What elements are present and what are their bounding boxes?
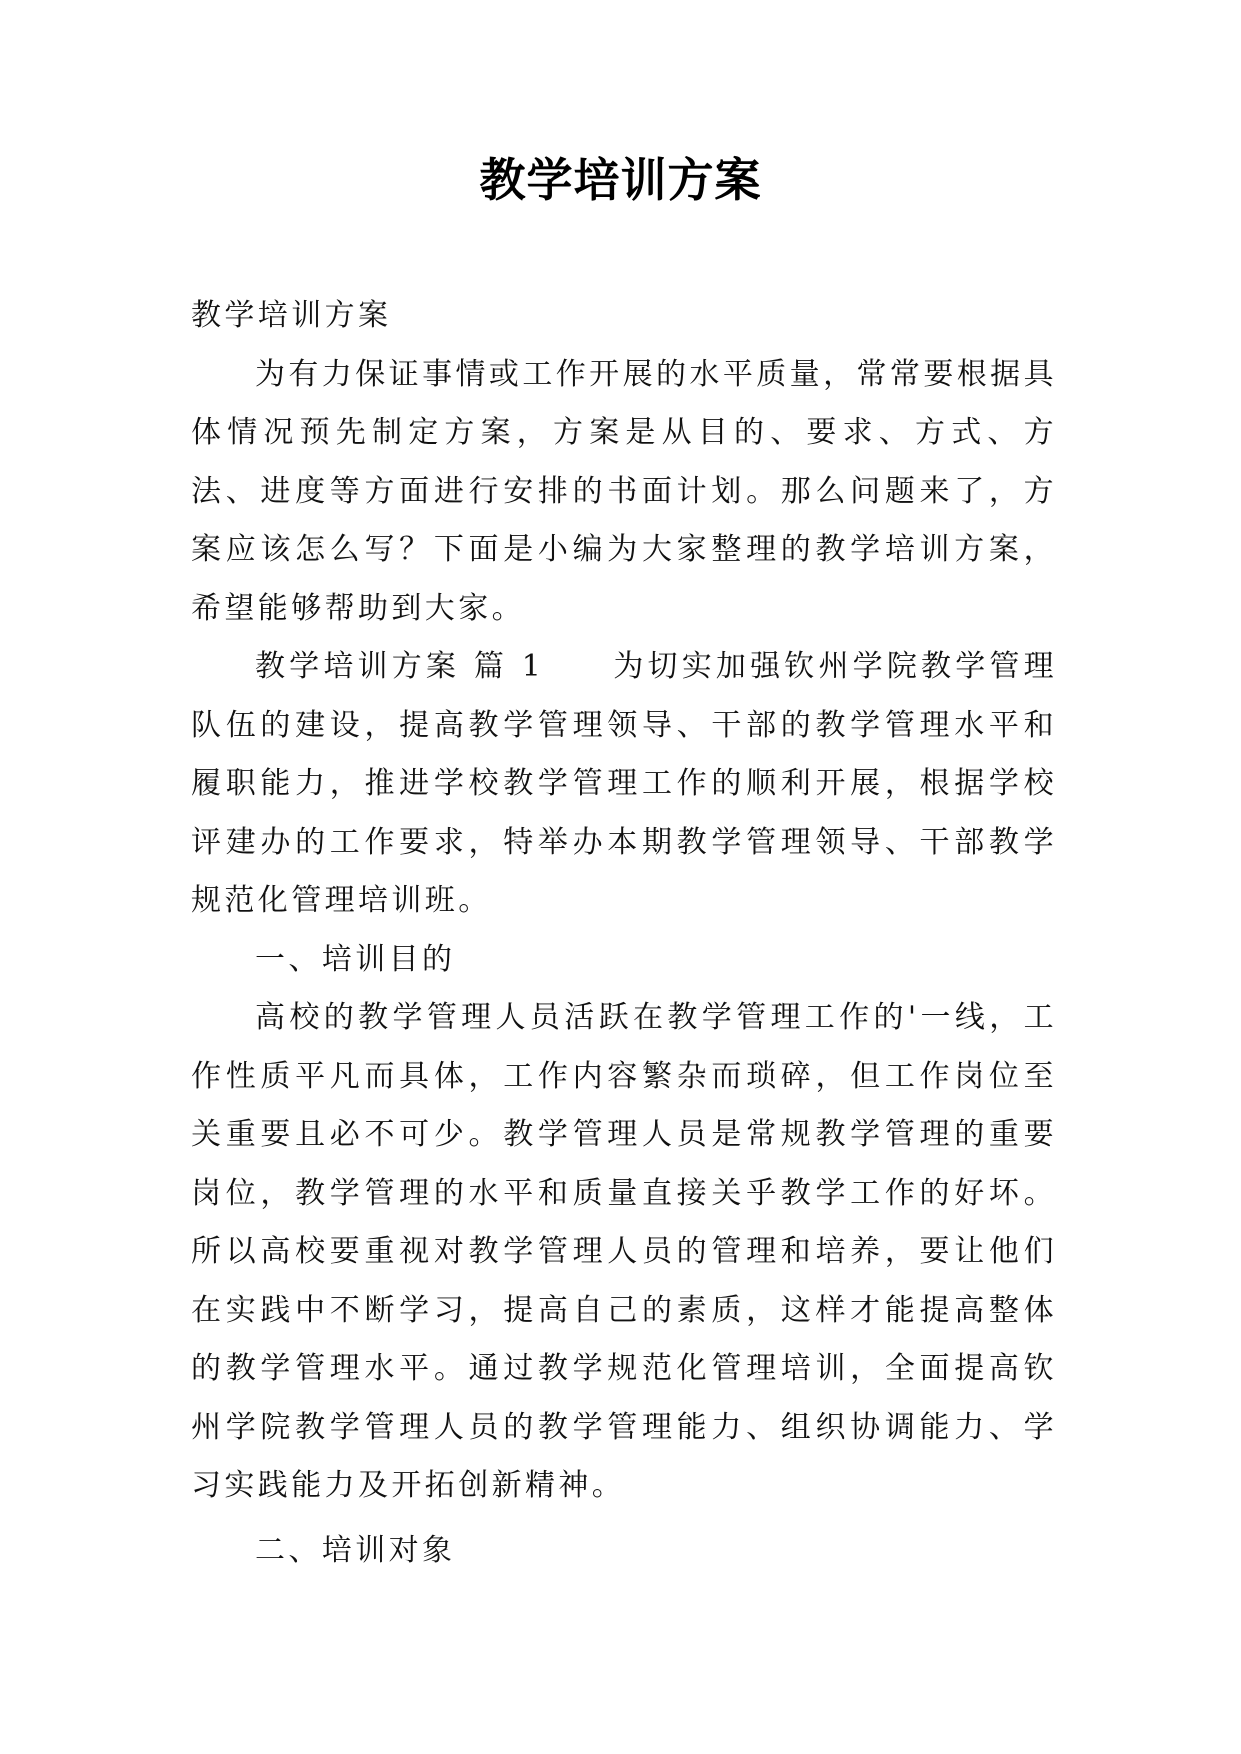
- document-subtitle: 教学培训方案: [191, 298, 392, 333]
- training-purpose-paragraph: 高校的教学管理人员活跃在教学管理工作的'一线，工作性质平凡而具体，工作内容繁杂而琐碎，但工作岗位至关重要且必不可少。教学管理人员是常规教学管理的重要岗位，教学管理的水平和质量直接关乎教学工作的好坏。所以高校要重视对教学管理人员的管理和培养，要让他们在实践中不断学习，提高自己的素质，这样才能提高整体的教学管理水平。通过教学规范化管理培训，全面提高钦州学院教学管理人员的教学管理能力、组织协调能力、学习实践能力及开拓创新精神。: [191, 1000, 1057, 1503]
- section-1-paragraph: 教学培训方案 篇 1 为切实加强钦州学院教学管理队伍的建设，提高教学管理领导、干部的教学管理水平和履职能力，推进学校教学管理工作的顺利开展，根据学校评建办的工作要求，特举办本期教学管理领导、干部教学规范化管理培训班。: [191, 649, 1057, 918]
- heading-training-purpose: 一、培训目的: [255, 941, 456, 977]
- document-body: [191, 287, 1057, 1580]
- heading-training-target: 二、培训对象: [255, 1532, 456, 1568]
- intro-paragraph: 为有力保证事情或工作开展的水平质量，常常要根据具体情况预先制定方案，方案是从目的、要求、方式、方法、进度等方面进行安排的书面计划。那么问题来了，方案应该怎么写？下面是小编为大家整理的教学培训方案，希望能够帮助到大家。: [191, 356, 1057, 626]
- document-title: 教学培训方案: [479, 153, 762, 207]
